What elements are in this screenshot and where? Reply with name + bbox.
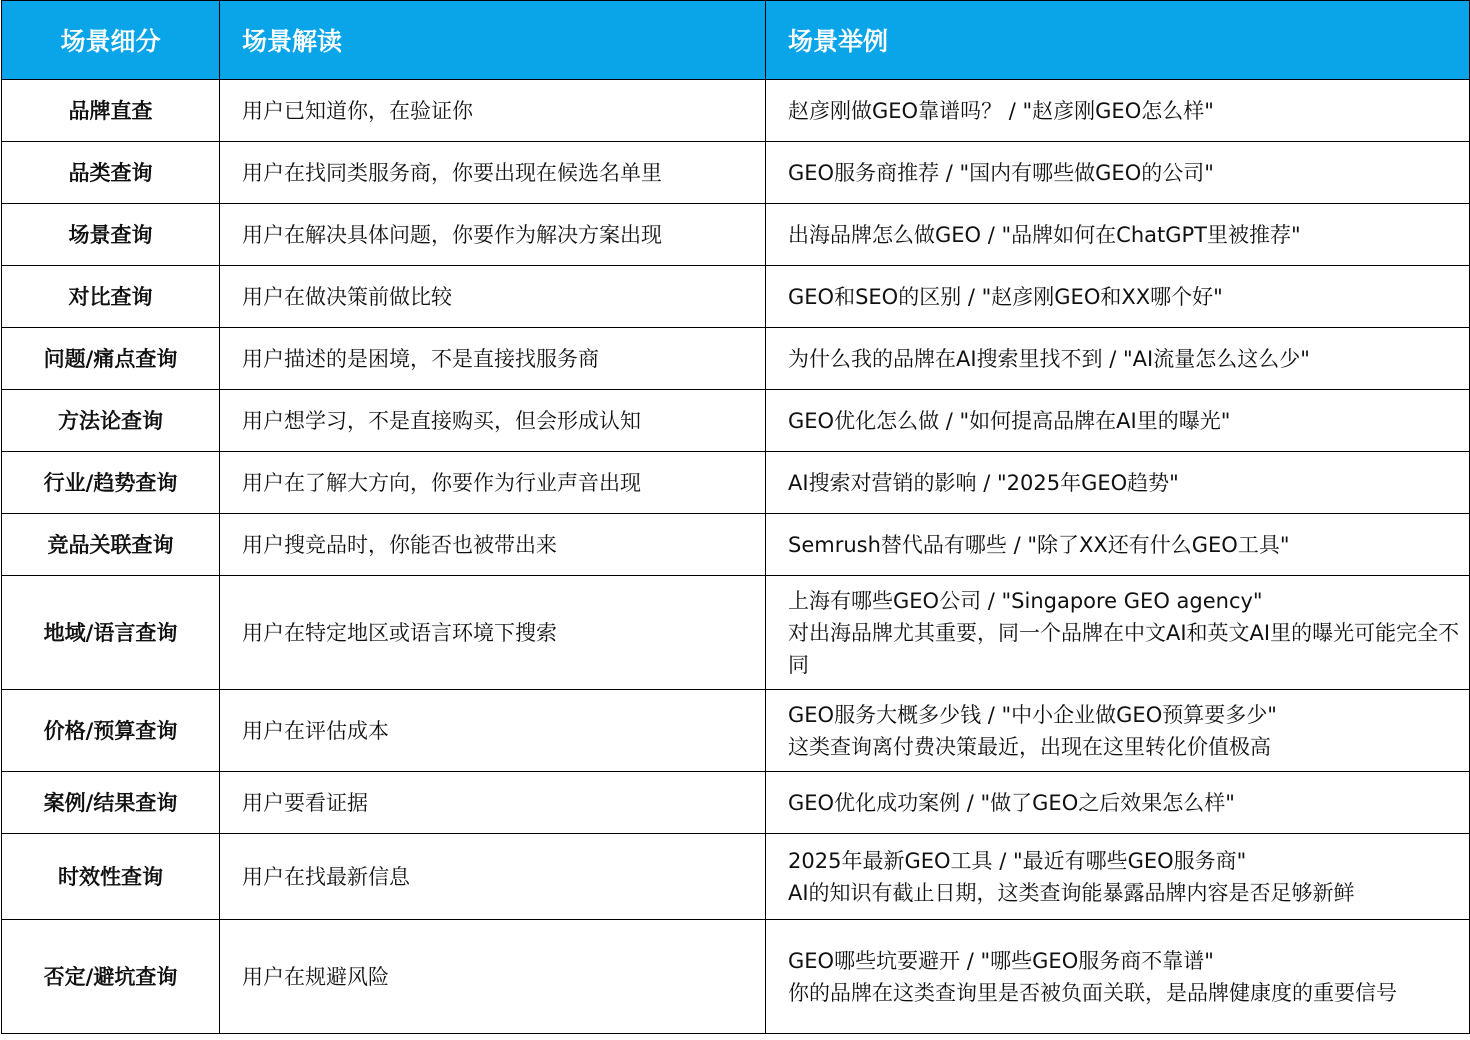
table-row — [2, 390, 1470, 452]
interpretation-cell: 用户在找最新信息 — [220, 834, 766, 920]
example-query: 2025年最新GEO工具 / "最近有哪些GEO服务商" — [788, 848, 1247, 873]
example-query: Semrush替代品有哪些 / "除了XX还有什么GEO工具" — [788, 532, 1290, 557]
example-cell — [766, 576, 1470, 690]
header-example: 场景举例 — [766, 1, 1470, 80]
example-cell — [766, 772, 1470, 834]
scene-cell: 价格/预算查询 — [2, 690, 220, 772]
example-query: AI搜索对营销的影响 / "2025年GEO趋势" — [788, 470, 1179, 495]
example-cell — [766, 834, 1470, 920]
table-row — [2, 514, 1470, 576]
table-row — [2, 142, 1470, 204]
table-row — [2, 328, 1470, 390]
scene-cell: 时效性查询 — [2, 834, 220, 920]
interpretation-cell: 用户在特定地区或语言环境下搜索 — [220, 576, 766, 690]
scene-cell: 否定/避坑查询 — [2, 920, 220, 1034]
example-cell — [766, 452, 1470, 514]
table-row — [2, 690, 1470, 772]
table-row — [2, 266, 1470, 328]
scene-cell: 案例/结果查询 — [2, 772, 220, 834]
example-cell — [766, 142, 1470, 204]
scene-cell: 地域/语言查询 — [2, 576, 220, 690]
example-query: 为什么我的品牌在AI搜索里找不到 / "AI流量怎么这么少" — [788, 346, 1310, 371]
scene-cell: 方法论查询 — [2, 390, 220, 452]
table-row — [2, 772, 1470, 834]
example-cell — [766, 80, 1470, 142]
scene-table — [1, 0, 1470, 1034]
example-query: GEO优化怎么做 / "如何提高品牌在AI里的曝光" — [788, 408, 1231, 433]
example-query: GEO优化成功案例 / "做了GEO之后效果怎么样" — [788, 790, 1235, 815]
scene-cell: 问题/痛点查询 — [2, 328, 220, 390]
example-cell — [766, 266, 1470, 328]
table-body — [2, 80, 1470, 1034]
interpretation-cell: 用户在解决具体问题，你要作为解决方案出现 — [220, 204, 766, 266]
example-note: 这类查询离付费决策最近，出现在这里转化价值极高 — [788, 734, 1271, 759]
table-row — [2, 452, 1470, 514]
scene-cell: 对比查询 — [2, 266, 220, 328]
scene-cell: 品牌直查 — [2, 80, 220, 142]
example-query: 上海有哪些GEO公司 / "Singapore GEO agency" — [788, 588, 1263, 613]
interpretation-cell: 用户在规避风险 — [220, 920, 766, 1034]
table-row — [2, 834, 1470, 920]
example-cell — [766, 204, 1470, 266]
interpretation-cell: 用户描述的是困境，不是直接找服务商 — [220, 328, 766, 390]
header-scene: 场景细分 — [2, 1, 220, 80]
example-query: GEO和SEO的区别 / "赵彦刚GEO和XX哪个好" — [788, 284, 1223, 309]
interpretation-cell: 用户在做决策前做比较 — [220, 266, 766, 328]
example-cell — [766, 390, 1470, 452]
interpretation-cell: 用户已知道你，在验证你 — [220, 80, 766, 142]
example-query: GEO哪些坑要避开 / "哪些GEO服务商不靠谱" — [788, 948, 1214, 973]
table-row — [2, 204, 1470, 266]
scene-cell: 行业/趋势查询 — [2, 452, 220, 514]
example-cell — [766, 920, 1470, 1034]
example-note: 对出海品牌尤其重要，同一个品牌在中文AI和英文AI里的曝光可能完全不同 — [788, 620, 1460, 677]
example-query: 出海品牌怎么做GEO / "品牌如何在ChatGPT里被推荐" — [788, 222, 1301, 247]
interpretation-cell: 用户在找同类服务商，你要出现在候选名单里 — [220, 142, 766, 204]
example-cell — [766, 690, 1470, 772]
example-query: GEO服务大概多少钱 / "中小企业做GEO预算要多少" — [788, 702, 1277, 727]
example-query: 赵彦刚做GEO靠谱吗？ / "赵彦刚GEO怎么样" — [788, 98, 1214, 123]
scene-cell: 竞品关联查询 — [2, 514, 220, 576]
example-note: 你的品牌在这类查询里是否被负面关联，是品牌健康度的重要信号 — [788, 980, 1397, 1005]
interpretation-cell: 用户想学习，不是直接购买，但会形成认知 — [220, 390, 766, 452]
interpretation-cell: 用户搜竞品时，你能否也被带出来 — [220, 514, 766, 576]
scene-cell: 场景查询 — [2, 204, 220, 266]
example-query: GEO服务商推荐 / "国内有哪些做GEO的公司" — [788, 160, 1214, 185]
interpretation-cell: 用户在评估成本 — [220, 690, 766, 772]
interpretation-cell: 用户在了解大方向，你要作为行业声音出现 — [220, 452, 766, 514]
header-interpretation: 场景解读 — [220, 1, 766, 80]
table-row — [2, 920, 1470, 1034]
header-row — [2, 1, 1470, 80]
interpretation-cell: 用户要看证据 — [220, 772, 766, 834]
table-row — [2, 576, 1470, 690]
example-cell — [766, 328, 1470, 390]
example-note: AI的知识有截止日期，这类查询能暴露品牌内容是否足够新鲜 — [788, 880, 1355, 905]
table-row — [2, 80, 1470, 142]
scene-cell: 品类查询 — [2, 142, 220, 204]
example-cell — [766, 514, 1470, 576]
